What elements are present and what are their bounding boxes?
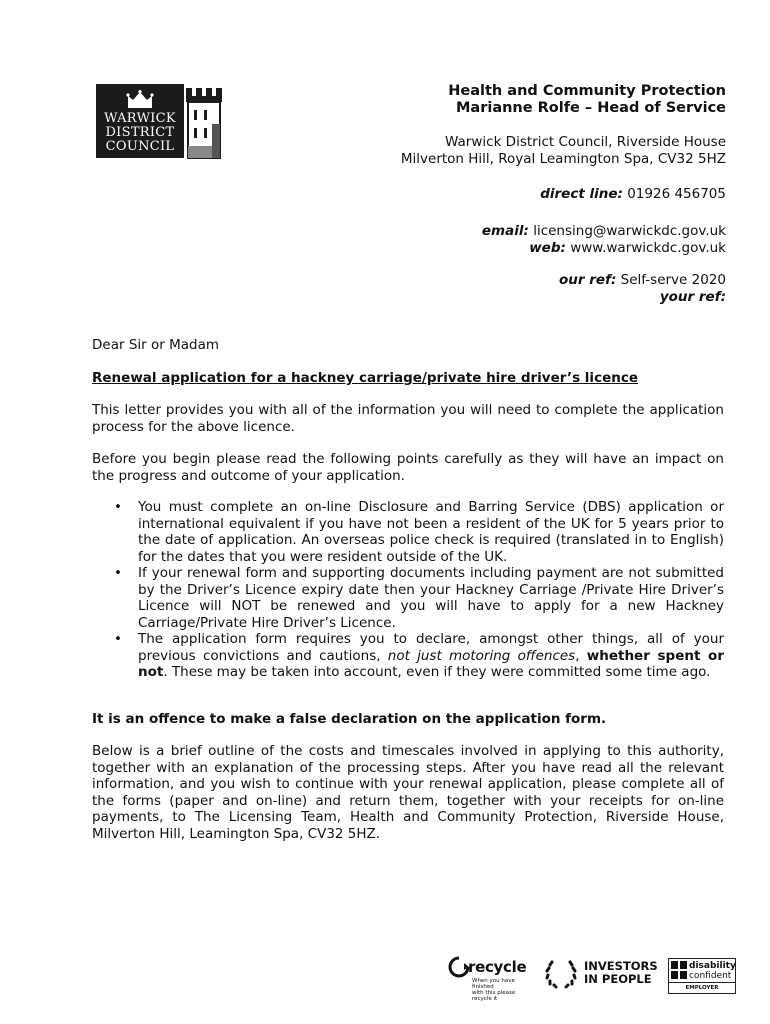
our-ref-line (559, 272, 726, 288)
head-of-service: Marianne Rolfe – Head of Service (455, 100, 726, 116)
disability-confident-logo (668, 954, 736, 994)
iip-line-1: INVESTORS (584, 959, 658, 973)
web-label: web: (529, 240, 566, 256)
castle-tower-icon (184, 84, 224, 160)
recycle-sub-line-1: When you have finished (472, 978, 515, 990)
bullet3-text-a: The application form requires you to declare, amongst other things, all of your previous convictions and cautions, (138, 631, 724, 664)
dc-employer: EMPLOYER (669, 982, 735, 991)
recycle-logo (448, 954, 536, 1002)
list-item: • If your renewal form and supporting documents including payment are not submitted by the Driver’s Licence expiry date then your Hackney Carriage /Private Hire Driver’s Licence will NOT be renewed and you will have to apply for a new Hackney Carriage/Private Hire Driver’s Licence. (92, 565, 724, 631)
email-label: email: (481, 223, 529, 239)
bullet3-text-b: , (575, 647, 587, 664)
recycle-word: recycle (468, 958, 527, 976)
requirements-list (92, 499, 724, 681)
bullet3-text-c: . These may be taken into account, even if they were committed some time ago. (163, 664, 711, 680)
disability-confident-icon (671, 961, 687, 979)
recycle-icon (448, 956, 470, 978)
web-value: www.warwickdc.gov.uk (570, 240, 726, 256)
dc-frame (668, 958, 736, 994)
recycle-subtext (472, 978, 536, 1002)
your-ref-line (660, 289, 726, 305)
email-value: licensing@warwickdc.gov.uk (533, 223, 726, 239)
web-line (529, 240, 726, 256)
your-ref-label: your ref: (659, 289, 726, 305)
logo-dark-panel (96, 84, 184, 158)
investors-in-people-logo (544, 954, 658, 994)
paragraph-intro: This letter provides you with all of the information you will need to complete the application process for the above licence. (92, 402, 724, 435)
list-item (92, 631, 724, 681)
dc-line-1: disability (689, 961, 736, 971)
bullet3-italic: not just motoring offences (387, 647, 576, 664)
our-ref-value: Self-serve 2020 (620, 272, 726, 288)
direct-line-value: 01926 456705 (627, 186, 726, 202)
paragraph-read-carefully: Before you begin please read the following points carefully as they will have an impact on the progress and outcome of your application. (92, 451, 724, 484)
our-ref-label: our ref: (559, 272, 617, 288)
iip-line-2: IN PEOPLE (584, 972, 652, 986)
salutation: Dear Sir or Madam (92, 337, 219, 353)
iip-text (584, 960, 658, 986)
bullet3-bold: whether spent or not (138, 647, 724, 680)
laurel-wreath-icon (544, 956, 578, 990)
logo-text-warwick: WARWICK (104, 111, 176, 126)
crown-icon (126, 90, 154, 108)
letter-subject: Renewal application for a hackney carriage/private hire driver’s licence (92, 370, 638, 386)
direct-line-label: direct line: (540, 186, 623, 202)
department-name: Health and Community Protection (448, 83, 726, 99)
warwick-district-council-logo (96, 84, 226, 160)
address-line-2: Milverton Hill, Royal Leamington Spa, CV32 5HZ (400, 151, 726, 167)
email-line (482, 223, 726, 239)
dc-line-2: confident (689, 971, 732, 981)
address-line-1: Warwick District Council, Riverside House (445, 134, 726, 150)
false-declaration-warning: It is an offence to make a false declaration on the application form. (92, 711, 607, 727)
logo-text-council: COUNCIL (105, 139, 175, 154)
paragraph-outline: Below is a brief outline of the costs and timescales involved in applying to this authority, together with an explanation of the processing steps. After you have read all the relevant information, and you wish to continue with your renewal application, please complete all of the forms (paper and on-line) and return them, together with your receipts for on-line payments, to The Licensing Team, Health and Community Protection, Riverside House, Milverton Hill, Leamington Spa, CV32 5HZ. (92, 743, 724, 842)
list-item: • You must complete an on-line Disclosure and Barring Service (DBS) application or international equivalent if you have not been a resident of the UK for 5 years prior to the date of application. An overseas police check is required (translated in to English) for the dates that you were resident outside of the UK. (92, 499, 724, 565)
recycle-sub-line-2: with this please recycle it (472, 990, 516, 1002)
direct-line (540, 186, 726, 202)
logo-text-district: DISTRICT (105, 125, 175, 140)
